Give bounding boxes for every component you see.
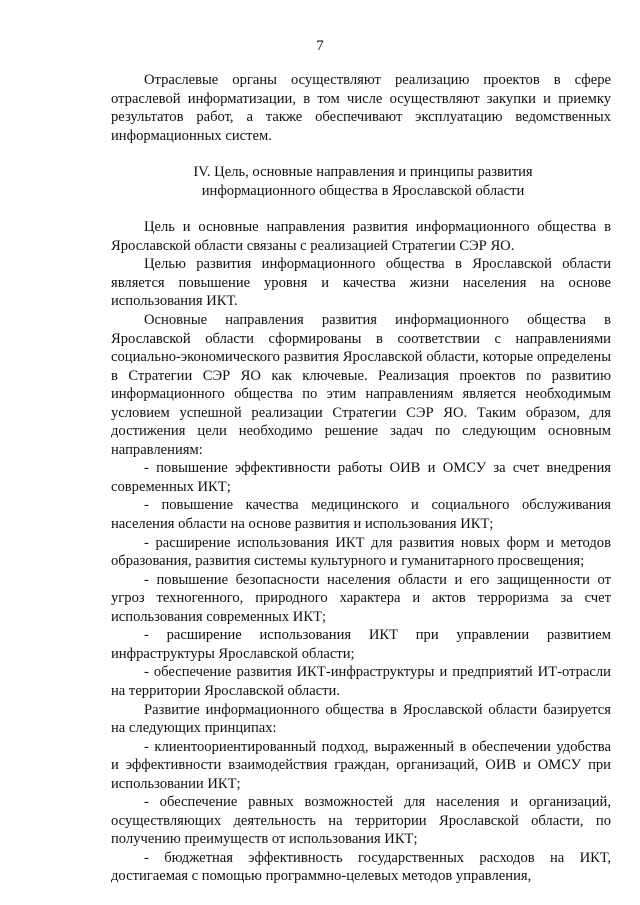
section-heading-line-2: информационного общества в Ярославской области <box>201 182 525 199</box>
principle-item: - клиентоориентированный подход, выраженный в обеспечении удобства и эффективности взаимодействия граждан, организаций, ОИВ и ОМСУ при использовании ИКТ; <box>111 738 611 792</box>
section-heading <box>111 163 611 200</box>
goal-paragraph: Целью развития информационного общества в Ярославской области является повышение уровня и качества жизни населения на основе использования ИКТ. <box>111 256 611 310</box>
intro-paragraph: Отраслевые органы осуществляют реализацию проектов в сфере отраслевой информатизации, в том числе осуществляют закупки и приемку результатов работ, а также обеспечивают эксплуатацию ведомственных информационных систем. <box>111 72 611 144</box>
direction-item: - расширение использования ИКТ для развития новых форм и методов образования, развития системы культурного и гуманитарного просвещения; <box>111 534 611 570</box>
direction-item: - повышение качества медицинского и социального обслуживания населения области на основе развития и использования ИКТ; <box>111 497 611 533</box>
document-body <box>111 71 611 886</box>
direction-item: - повышение безопасности населения области и его защищенности от угроз техногенного, природного характера и актов терроризма за счет использования современных ИКТ; <box>111 571 611 625</box>
direction-item: - повышение эффективности работы ОИВ и ОМСУ за счет внедрения современных ИКТ; <box>111 460 611 495</box>
section-heading-line-1: IV. Цель, основные направления и принципы развития <box>193 164 533 181</box>
direction-item: - расширение использования ИКТ при управлении развитием инфраструктуры Ярославской области; <box>111 627 611 662</box>
main-directions-paragraph: Основные направления развития информационного общества в Ярославской области сформированы в соответствии с направлениями социально-экономического развития Ярославской области, которые определены в Стратегии СЭР ЯО как ключевые. Реализация проектов по развитию информационного общества по этим направлениям является необходимым условием успешной реализации Стратегии СЭР ЯО. Таким образом, для достижения цели необходимо решение задач по следующим основным направлениям: <box>111 312 611 458</box>
page-number: 7 <box>316 38 324 54</box>
goal-directions-paragraph: Цель и основные направления развития информационного общества в Ярославской области связаны с реализацией Стратегии СЭР ЯО. <box>111 219 611 254</box>
direction-item: - обеспечение развития ИКТ-инфраструктуры и предприятий ИТ-отрасли на территории Ярославской области. <box>111 664 611 699</box>
principle-item: - обеспечение равных возможностей для населения и организаций, осуществляющих деятельность на территории Ярославской области, по получению преимуществ от использования ИКТ; <box>111 794 611 848</box>
principle-item: - бюджетная эффективность государственных расходов на ИКТ, достигаемая с помощью программно-целевых методов управления, <box>111 849 611 885</box>
principles-intro-paragraph: Развитие информационного общества в Ярославской области базируется на следующих принципах: <box>111 701 611 737</box>
